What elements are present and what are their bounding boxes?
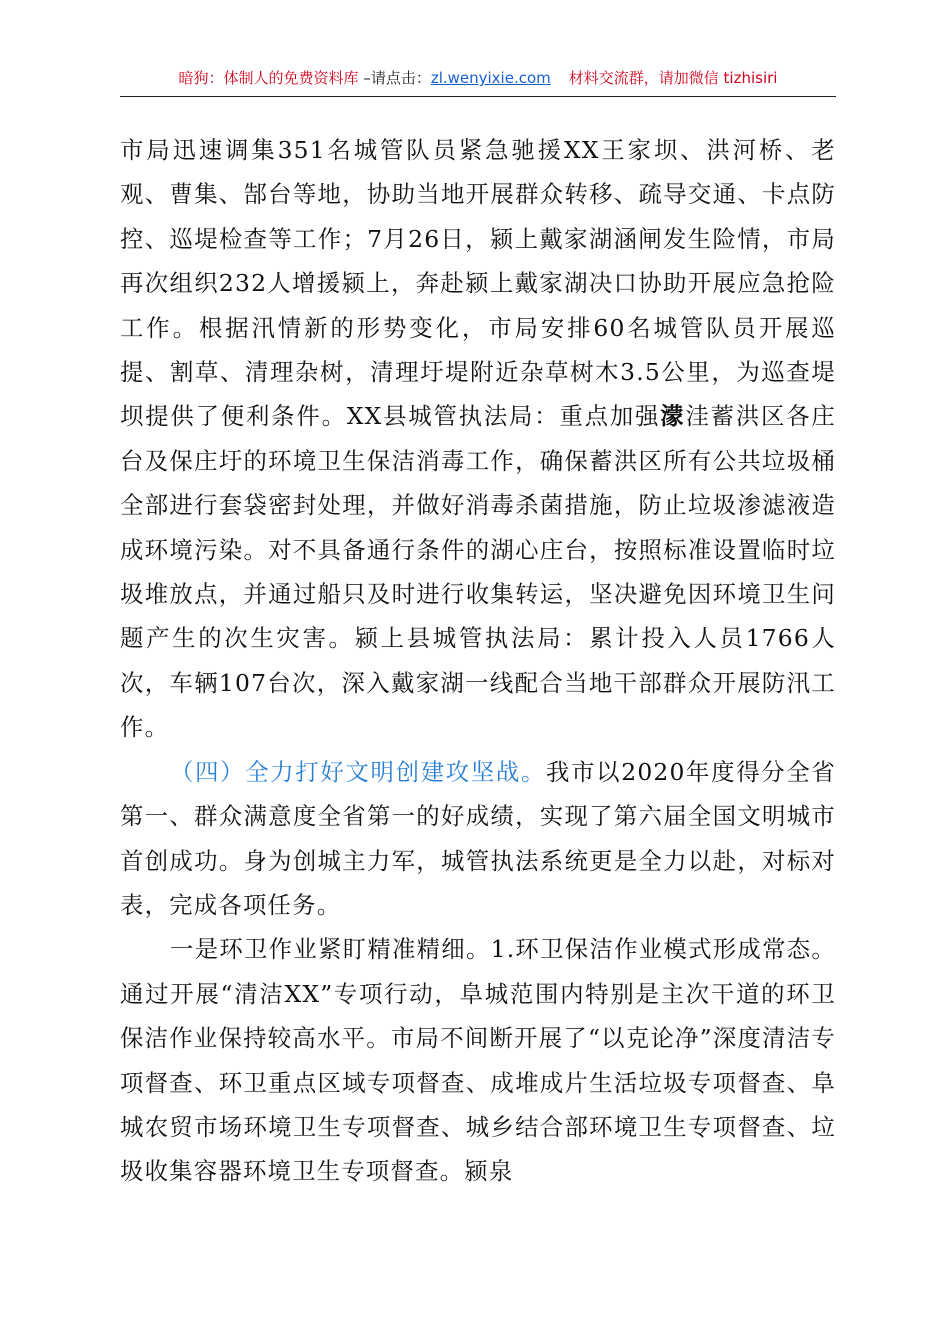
paragraph-flood-relief-part2: 洼蓄洪区各庄台及保庄圩的环境卫生保洁消毒工作，确保蓄洪区所有公共垃圾桶全部进行套袋密封处理，并做好消毒杀菌措施，防止垃圾渗滤液造成环境污染。对不具备通行条件的湖心庄台，按照标准设置临时垃圾堆放点，并通过船只及时进行收集转运，坚决避免因环境卫生问题产生的次生灾害。颍上县城管执法局：累计投入人员1766人次，车辆107台次，深入戴家湖一线配合当地干部群众开展防汛工作。 [120,402,837,742]
section-4-text: 我市以2020年度得分全省第一、群众满意度全省第一的好成绩，实现了第六届全国文明城市首创成功。身为创城主力军，城管执法系统更是全力以赴，对标对表，完成各项任务。 [120,757,836,919]
header-source: 暗狗：体制人的免费资料库 [178,69,359,87]
paragraph-section-4 [120,750,836,928]
paragraph-flood-relief-part1: 市局迅速调集351名城管队员紧急驰援XX王家坝、洪河桥、老观、曹集、郜台等地，协助当地开展群众转移、疏导交通、卡点防控、巡堤检查等工作；7月26日，颍上戴家湖涵闸发生险情，市局再次组织232人增援颍上，奔赴颍上戴家湖决口协助开展应急抢险工作。根据汛情新的形势变化，市局安排60名城管队员开展巡提、割草、清理杂树，清理圩堤附近杂草树木3.5公里，为巡查堤坝提供了便利条件。XX县城管执法局：重点加强 [120,136,836,431]
section-4-heading: （四）全力打好文明创建攻坚战。 [170,757,547,786]
header-link[interactable]: zl.wenyixie.com [430,69,551,87]
paragraph-flood-relief-bold-char: 濛 [660,402,686,431]
page-header [120,66,836,97]
header-prompt: –请点击： [358,69,431,87]
paragraph-sanitation: 一是环卫作业紧盯精准精细。1.环卫保洁作业模式形成常态。通过开展“清洁XX”专项行动，阜城范围内特别是主次干道的环卫保洁作业保持较高水平。市局不间断开展了“以克论净”深度清洁专项督查、环卫重点区域专项督查、成堆成片生活垃圾专项督查、阜城农贸市场环境卫生专项督查、城乡结合部环境卫生专项督查、垃圾收集容器环境卫生专项督查。颍泉 [120,935,836,1186]
header-contact: 材料交流群，请加微信 tizhisiri [568,69,778,87]
paragraph-flood-relief [120,128,836,750]
body-text [120,128,836,1194]
